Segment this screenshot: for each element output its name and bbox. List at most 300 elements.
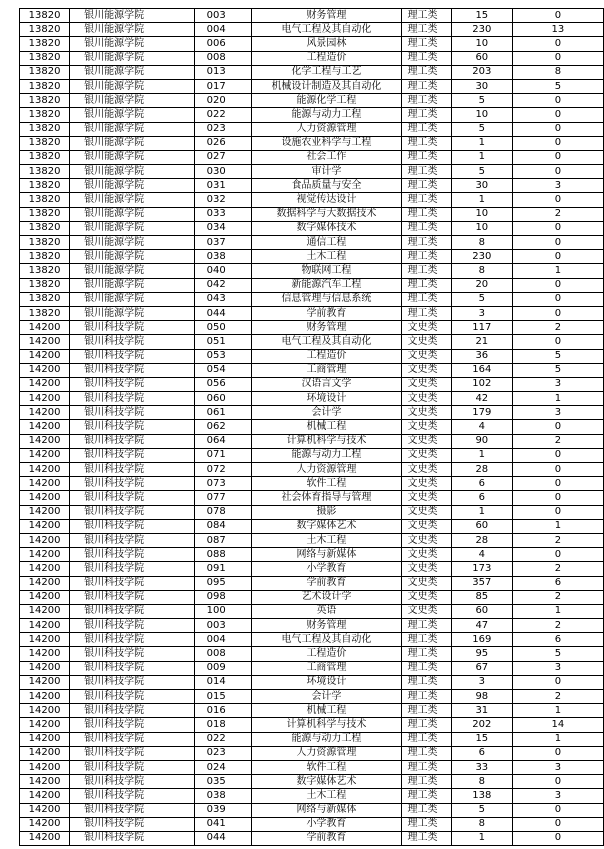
school-name-cell: 银川科技学院: [70, 604, 195, 618]
plan-count-cell: 164: [451, 363, 512, 377]
plan-count-cell: 1: [451, 150, 512, 164]
major-name-cell: 电气工程及其自动化: [252, 633, 401, 647]
school-name-cell: 银川科技学院: [70, 321, 195, 335]
category-cell: 理工类: [401, 306, 451, 320]
remaining-count-cell: 0: [512, 505, 603, 519]
school-code-cell: 13820: [20, 264, 70, 278]
school-code-cell: 14200: [20, 619, 70, 633]
table-row: [20, 505, 604, 519]
major-code-cell: 013: [194, 65, 252, 79]
remaining-count-cell: 0: [512, 236, 603, 250]
remaining-count-cell: 0: [512, 831, 603, 845]
table-row: [20, 732, 604, 746]
school-code-cell: 13820: [20, 122, 70, 136]
school-code-cell: 13820: [20, 150, 70, 164]
major-code-cell: 003: [194, 619, 252, 633]
major-name-cell: 人力资源管理: [252, 463, 401, 477]
plan-count-cell: 1: [451, 505, 512, 519]
plan-count-cell: 5: [451, 165, 512, 179]
table-row: [20, 236, 604, 250]
school-name-cell: 银川能源学院: [70, 65, 195, 79]
category-cell: 理工类: [401, 760, 451, 774]
major-code-cell: 008: [194, 51, 252, 65]
school-name-cell: 银川科技学院: [70, 831, 195, 845]
major-code-cell: 073: [194, 477, 252, 491]
school-code-cell: 14200: [20, 590, 70, 604]
remaining-count-cell: 3: [512, 377, 603, 391]
major-code-cell: 006: [194, 37, 252, 51]
category-cell: 理工类: [401, 94, 451, 108]
remaining-count-cell: 0: [512, 51, 603, 65]
table-row: [20, 108, 604, 122]
plan-count-cell: 10: [451, 221, 512, 235]
school-name-cell: 银川能源学院: [70, 9, 195, 23]
school-code-cell: 13820: [20, 94, 70, 108]
major-code-cell: 044: [194, 831, 252, 845]
school-code-cell: 14200: [20, 562, 70, 576]
plan-count-cell: 5: [451, 94, 512, 108]
plan-count-cell: 10: [451, 108, 512, 122]
major-name-cell: 机械工程: [252, 704, 401, 718]
major-code-cell: 043: [194, 292, 252, 306]
major-code-cell: 004: [194, 633, 252, 647]
school-code-cell: 13820: [20, 165, 70, 179]
table-row: [20, 37, 604, 51]
plan-count-cell: 20: [451, 278, 512, 292]
table-row: [20, 392, 604, 406]
plan-count-cell: 203: [451, 65, 512, 79]
school-name-cell: 银川科技学院: [70, 477, 195, 491]
table-row: [20, 661, 604, 675]
table-row: [20, 463, 604, 477]
school-name-cell: 银川能源学院: [70, 150, 195, 164]
table-row: [20, 250, 604, 264]
major-code-cell: 100: [194, 604, 252, 618]
remaining-count-cell: 0: [512, 150, 603, 164]
plan-count-cell: 1: [451, 193, 512, 207]
category-cell: 文史类: [401, 363, 451, 377]
major-name-cell: 数据科学与大数据技术: [252, 207, 401, 221]
category-cell: 理工类: [401, 250, 451, 264]
remaining-count-cell: 2: [512, 321, 603, 335]
category-cell: 理工类: [401, 122, 451, 136]
school-code-cell: 14200: [20, 434, 70, 448]
table-row: [20, 491, 604, 505]
major-code-cell: 020: [194, 94, 252, 108]
remaining-count-cell: 0: [512, 463, 603, 477]
school-code-cell: 14200: [20, 775, 70, 789]
school-name-cell: 银川能源学院: [70, 51, 195, 65]
school-name-cell: 银川能源学院: [70, 236, 195, 250]
plan-count-cell: 138: [451, 789, 512, 803]
major-code-cell: 009: [194, 661, 252, 675]
school-code-cell: 13820: [20, 236, 70, 250]
school-code-cell: 14200: [20, 647, 70, 661]
category-cell: 理工类: [401, 704, 451, 718]
remaining-count-cell: 0: [512, 420, 603, 434]
school-name-cell: 银川科技学院: [70, 789, 195, 803]
school-name-cell: 银川科技学院: [70, 392, 195, 406]
plan-count-cell: 8: [451, 236, 512, 250]
remaining-count-cell: 1: [512, 604, 603, 618]
category-cell: 理工类: [401, 292, 451, 306]
plan-count-cell: 90: [451, 434, 512, 448]
plan-count-cell: 357: [451, 576, 512, 590]
school-name-cell: 银川能源学院: [70, 207, 195, 221]
table-row: [20, 292, 604, 306]
school-name-cell: 银川科技学院: [70, 690, 195, 704]
remaining-count-cell: 0: [512, 292, 603, 306]
category-cell: 理工类: [401, 23, 451, 37]
major-name-cell: 信息管理与信息系统: [252, 292, 401, 306]
table-row: [20, 533, 604, 547]
admission-table-sheet: [19, 8, 604, 846]
school-code-cell: 14200: [20, 760, 70, 774]
category-cell: 文史类: [401, 576, 451, 590]
school-code-cell: 14200: [20, 789, 70, 803]
plan-count-cell: 117: [451, 321, 512, 335]
table-row: [20, 193, 604, 207]
school-code-cell: 14200: [20, 491, 70, 505]
major-name-cell: 工程造价: [252, 51, 401, 65]
major-code-cell: 031: [194, 179, 252, 193]
remaining-count-cell: 0: [512, 746, 603, 760]
school-code-cell: 14200: [20, 377, 70, 391]
school-code-cell: 13820: [20, 108, 70, 122]
major-code-cell: 017: [194, 79, 252, 93]
plan-count-cell: 1: [451, 831, 512, 845]
table-row: [20, 363, 604, 377]
school-code-cell: 14200: [20, 661, 70, 675]
remaining-count-cell: 6: [512, 633, 603, 647]
plan-count-cell: 98: [451, 690, 512, 704]
plan-count-cell: 60: [451, 51, 512, 65]
plan-count-cell: 3: [451, 675, 512, 689]
table-row: [20, 278, 604, 292]
plan-count-cell: 95: [451, 647, 512, 661]
major-name-cell: 机械工程: [252, 420, 401, 434]
category-cell: 理工类: [401, 9, 451, 23]
major-name-cell: 能源化学工程: [252, 94, 401, 108]
major-name-cell: 计算机科学与技术: [252, 718, 401, 732]
school-name-cell: 银川能源学院: [70, 278, 195, 292]
remaining-count-cell: 14: [512, 718, 603, 732]
table-row: [20, 718, 604, 732]
plan-count-cell: 102: [451, 377, 512, 391]
school-code-cell: 13820: [20, 193, 70, 207]
school-name-cell: 银川能源学院: [70, 122, 195, 136]
major-code-cell: 023: [194, 746, 252, 760]
table-row: [20, 377, 604, 391]
table-row: [20, 548, 604, 562]
major-code-cell: 030: [194, 165, 252, 179]
major-name-cell: 土木工程: [252, 789, 401, 803]
major-name-cell: 汉语言文学: [252, 377, 401, 391]
school-code-cell: 14200: [20, 533, 70, 547]
major-name-cell: 数字媒体技术: [252, 221, 401, 235]
category-cell: 理工类: [401, 150, 451, 164]
category-cell: 理工类: [401, 207, 451, 221]
table-row: [20, 264, 604, 278]
school-code-cell: 13820: [20, 79, 70, 93]
major-code-cell: 056: [194, 377, 252, 391]
category-cell: 理工类: [401, 51, 451, 65]
plan-count-cell: 30: [451, 79, 512, 93]
category-cell: 文史类: [401, 448, 451, 462]
remaining-count-cell: 2: [512, 619, 603, 633]
plan-count-cell: 42: [451, 392, 512, 406]
remaining-count-cell: 0: [512, 165, 603, 179]
school-name-cell: 银川能源学院: [70, 165, 195, 179]
major-name-cell: 小学教育: [252, 562, 401, 576]
table-row: [20, 789, 604, 803]
category-cell: 理工类: [401, 236, 451, 250]
school-code-cell: 14200: [20, 633, 70, 647]
major-name-cell: 工商管理: [252, 661, 401, 675]
school-code-cell: 13820: [20, 65, 70, 79]
major-name-cell: 能源与动力工程: [252, 448, 401, 462]
plan-count-cell: 1: [451, 136, 512, 150]
table-row: [20, 150, 604, 164]
school-name-cell: 银川能源学院: [70, 136, 195, 150]
school-name-cell: 银川科技学院: [70, 377, 195, 391]
major-name-cell: 审计学: [252, 165, 401, 179]
remaining-count-cell: 0: [512, 548, 603, 562]
plan-count-cell: 5: [451, 292, 512, 306]
remaining-count-cell: 0: [512, 122, 603, 136]
major-code-cell: 053: [194, 349, 252, 363]
major-name-cell: 软件工程: [252, 760, 401, 774]
category-cell: 文史类: [401, 349, 451, 363]
remaining-count-cell: 8: [512, 65, 603, 79]
major-name-cell: 环境设计: [252, 675, 401, 689]
category-cell: 理工类: [401, 179, 451, 193]
major-code-cell: 033: [194, 207, 252, 221]
table-row: [20, 704, 604, 718]
remaining-count-cell: 2: [512, 562, 603, 576]
school-code-cell: 14200: [20, 803, 70, 817]
school-name-cell: 银川能源学院: [70, 292, 195, 306]
plan-count-cell: 4: [451, 420, 512, 434]
major-code-cell: 039: [194, 803, 252, 817]
category-cell: 理工类: [401, 690, 451, 704]
major-name-cell: 人力资源管理: [252, 122, 401, 136]
school-name-cell: 银川科技学院: [70, 491, 195, 505]
remaining-count-cell: 0: [512, 775, 603, 789]
table-row: [20, 576, 604, 590]
major-code-cell: 062: [194, 420, 252, 434]
plan-count-cell: 8: [451, 264, 512, 278]
table-row: [20, 9, 604, 23]
category-cell: 文史类: [401, 604, 451, 618]
school-name-cell: 银川科技学院: [70, 619, 195, 633]
table-row: [20, 165, 604, 179]
remaining-count-cell: 5: [512, 79, 603, 93]
remaining-count-cell: 2: [512, 590, 603, 604]
major-code-cell: 098: [194, 590, 252, 604]
table-row: [20, 690, 604, 704]
school-name-cell: 银川科技学院: [70, 590, 195, 604]
plan-count-cell: 30: [451, 179, 512, 193]
major-code-cell: 044: [194, 306, 252, 320]
school-name-cell: 银川科技学院: [70, 647, 195, 661]
table-row: [20, 207, 604, 221]
plan-count-cell: 6: [451, 746, 512, 760]
school-name-cell: 银川科技学院: [70, 420, 195, 434]
category-cell: 理工类: [401, 675, 451, 689]
remaining-count-cell: 0: [512, 448, 603, 462]
table-row: [20, 604, 604, 618]
major-name-cell: 网络与新媒体: [252, 548, 401, 562]
school-code-cell: 13820: [20, 51, 70, 65]
major-code-cell: 071: [194, 448, 252, 462]
major-name-cell: 视觉传达设计: [252, 193, 401, 207]
plan-count-cell: 6: [451, 477, 512, 491]
school-code-cell: 14200: [20, 392, 70, 406]
table-row: [20, 321, 604, 335]
remaining-count-cell: 2: [512, 690, 603, 704]
major-code-cell: 014: [194, 675, 252, 689]
plan-count-cell: 169: [451, 633, 512, 647]
remaining-count-cell: 0: [512, 136, 603, 150]
plan-count-cell: 3: [451, 306, 512, 320]
school-code-cell: 14200: [20, 690, 70, 704]
remaining-count-cell: 3: [512, 179, 603, 193]
school-name-cell: 银川科技学院: [70, 718, 195, 732]
plan-count-cell: 1: [451, 448, 512, 462]
category-cell: 理工类: [401, 264, 451, 278]
school-name-cell: 银川科技学院: [70, 448, 195, 462]
table-row: [20, 420, 604, 434]
remaining-count-cell: 0: [512, 477, 603, 491]
school-code-cell: 14200: [20, 321, 70, 335]
major-name-cell: 风景园林: [252, 37, 401, 51]
school-name-cell: 银川科技学院: [70, 463, 195, 477]
table-row: [20, 122, 604, 136]
plan-count-cell: 15: [451, 9, 512, 23]
category-cell: 理工类: [401, 661, 451, 675]
table-row: [20, 562, 604, 576]
major-code-cell: 095: [194, 576, 252, 590]
major-name-cell: 食品质量与安全: [252, 179, 401, 193]
table-row: [20, 434, 604, 448]
table-row: [20, 51, 604, 65]
major-code-cell: 091: [194, 562, 252, 576]
school-code-cell: 14200: [20, 505, 70, 519]
plan-count-cell: 15: [451, 732, 512, 746]
remaining-count-cell: 0: [512, 675, 603, 689]
major-name-cell: 学前教育: [252, 576, 401, 590]
major-code-cell: 038: [194, 789, 252, 803]
school-code-cell: 14200: [20, 363, 70, 377]
major-code-cell: 034: [194, 221, 252, 235]
school-name-cell: 银川能源学院: [70, 37, 195, 51]
school-code-cell: 14200: [20, 448, 70, 462]
major-code-cell: 024: [194, 760, 252, 774]
major-code-cell: 038: [194, 250, 252, 264]
major-name-cell: 机械设计制造及其自动化: [252, 79, 401, 93]
category-cell: 理工类: [401, 165, 451, 179]
major-name-cell: 电气工程及其自动化: [252, 23, 401, 37]
school-name-cell: 银川能源学院: [70, 94, 195, 108]
category-cell: 文史类: [401, 420, 451, 434]
remaining-count-cell: 1: [512, 264, 603, 278]
category-cell: 理工类: [401, 803, 451, 817]
school-name-cell: 银川科技学院: [70, 406, 195, 420]
school-name-cell: 银川科技学院: [70, 803, 195, 817]
plan-count-cell: 10: [451, 37, 512, 51]
plan-count-cell: 5: [451, 122, 512, 136]
major-code-cell: 032: [194, 193, 252, 207]
table-row: [20, 136, 604, 150]
school-name-cell: 银川科技学院: [70, 505, 195, 519]
school-code-cell: 14200: [20, 576, 70, 590]
school-name-cell: 银川能源学院: [70, 193, 195, 207]
remaining-count-cell: 3: [512, 661, 603, 675]
plan-count-cell: 60: [451, 519, 512, 533]
major-code-cell: 015: [194, 690, 252, 704]
school-name-cell: 银川科技学院: [70, 661, 195, 675]
major-name-cell: 人力资源管理: [252, 746, 401, 760]
remaining-count-cell: 0: [512, 306, 603, 320]
table-row: [20, 94, 604, 108]
school-name-cell: 银川能源学院: [70, 108, 195, 122]
major-name-cell: 财务管理: [252, 619, 401, 633]
school-name-cell: 银川科技学院: [70, 633, 195, 647]
plan-count-cell: 28: [451, 533, 512, 547]
table-row: [20, 477, 604, 491]
school-code-cell: 13820: [20, 9, 70, 23]
major-code-cell: 022: [194, 108, 252, 122]
school-name-cell: 银川科技学院: [70, 548, 195, 562]
major-code-cell: 051: [194, 335, 252, 349]
remaining-count-cell: 0: [512, 37, 603, 51]
major-code-cell: 026: [194, 136, 252, 150]
remaining-count-cell: 5: [512, 349, 603, 363]
category-cell: 理工类: [401, 79, 451, 93]
major-code-cell: 084: [194, 519, 252, 533]
major-code-cell: 018: [194, 718, 252, 732]
category-cell: 理工类: [401, 647, 451, 661]
table-row: [20, 519, 604, 533]
major-name-cell: 工程造价: [252, 647, 401, 661]
plan-count-cell: 230: [451, 23, 512, 37]
plan-count-cell: 230: [451, 250, 512, 264]
plan-count-cell: 8: [451, 817, 512, 831]
school-name-cell: 银川能源学院: [70, 264, 195, 278]
major-name-cell: 环境设计: [252, 392, 401, 406]
category-cell: 理工类: [401, 221, 451, 235]
remaining-count-cell: 0: [512, 278, 603, 292]
plan-count-cell: 67: [451, 661, 512, 675]
school-code-cell: 14200: [20, 675, 70, 689]
major-name-cell: 土木工程: [252, 533, 401, 547]
school-name-cell: 银川科技学院: [70, 704, 195, 718]
remaining-count-cell: 0: [512, 108, 603, 122]
major-name-cell: 财务管理: [252, 321, 401, 335]
category-cell: 文史类: [401, 491, 451, 505]
category-cell: 理工类: [401, 746, 451, 760]
major-name-cell: 社会工作: [252, 150, 401, 164]
remaining-count-cell: 2: [512, 533, 603, 547]
major-name-cell: 摄影: [252, 505, 401, 519]
school-code-cell: 14200: [20, 349, 70, 363]
remaining-count-cell: 0: [512, 335, 603, 349]
major-name-cell: 化学工程与工艺: [252, 65, 401, 79]
school-name-cell: 银川科技学院: [70, 519, 195, 533]
major-name-cell: 能源与动力工程: [252, 108, 401, 122]
table-row: [20, 831, 604, 845]
